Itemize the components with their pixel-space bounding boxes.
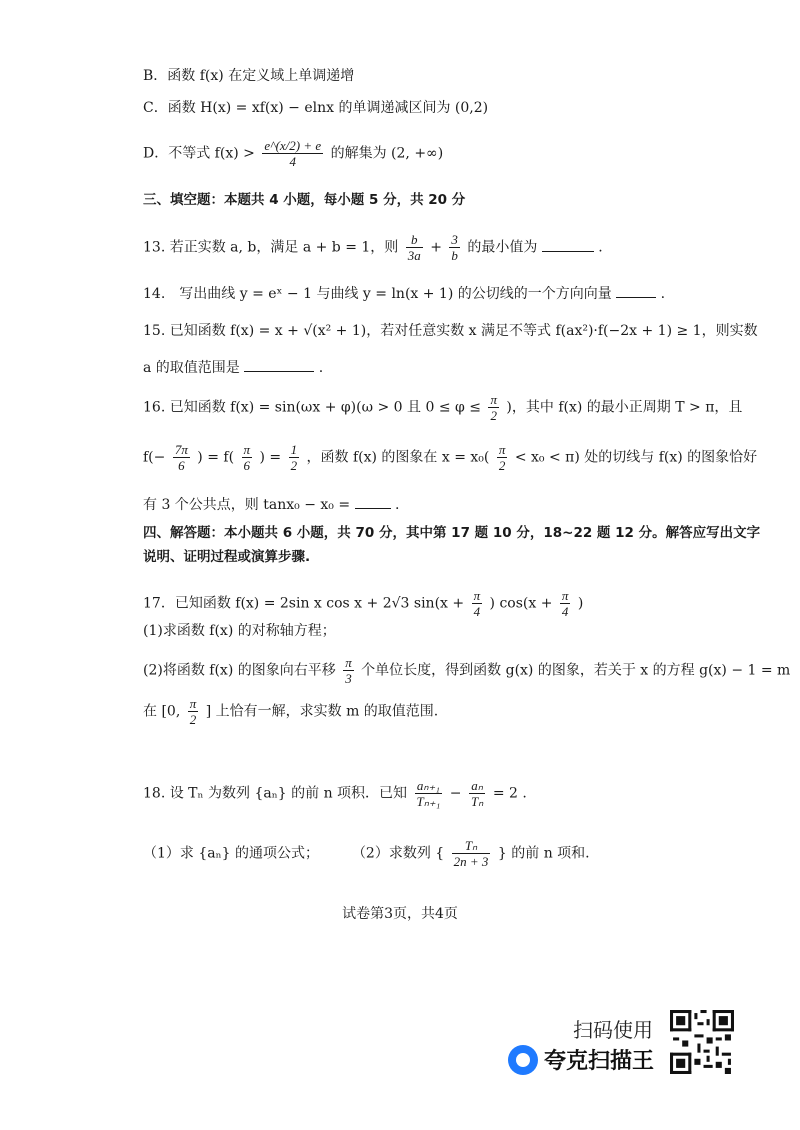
- q16-frac-d: [497, 442, 508, 473]
- q16-l3-text: 有 3 个公共点，则 tanx₀ − x₀ =: [143, 497, 351, 513]
- option-c: C．函数 H(x) = xf(x) − elnx 的单调递减区间为 (0,2): [143, 100, 489, 116]
- q17-pi4b-den: 4: [561, 604, 569, 619]
- q15-line2-text: a 的取值范围是: [143, 360, 240, 376]
- q16-frac-c: [289, 442, 300, 473]
- q18-f3-den: 2n + 3: [453, 854, 489, 869]
- question-18-parts: [143, 838, 590, 869]
- q18-f2-den: Tₙ: [470, 794, 484, 809]
- q13-f2-den: b: [451, 248, 458, 263]
- q17-pi2-den: 2: [189, 712, 197, 727]
- q17-pi3-num: π: [345, 655, 352, 670]
- q16-end: .: [394, 497, 400, 513]
- q13-f1-num: b: [406, 232, 423, 248]
- q14-end: .: [660, 286, 666, 302]
- q16-l2-c: ) =: [259, 449, 282, 466]
- q13-answer-blank[interactable]: [542, 237, 594, 252]
- q16-l1-suffix: )，其中 f(x) 的最小正周期 T > π，且: [506, 399, 743, 416]
- option-d-fraction: [262, 138, 323, 169]
- q16-fb-num: π: [243, 442, 251, 457]
- q17-p2l2-suffix: ] 上恰有一解，求实数 m 的取值范围.: [205, 703, 439, 720]
- q17-pi4-b: [560, 588, 571, 619]
- q18-f1-num: aₙ₊₁: [415, 778, 443, 794]
- q16-answer-blank[interactable]: [355, 494, 391, 509]
- q18-frac-3: [452, 838, 491, 869]
- q17-pi2: [188, 696, 199, 727]
- q17-pi2-num: π: [189, 696, 197, 711]
- question-15-line-1: 15. 已知函数 f(x) = x + √(x² + 1)，若对任意实数 x 满足不等式 f(ax²)·f(−2x + 1) ≥ 1，则实数: [143, 323, 758, 339]
- option-d-prefix: D．不等式 f(x) >: [143, 145, 255, 162]
- q17-l1-end: ): [577, 595, 584, 612]
- q16-fc-den: 2: [290, 458, 298, 473]
- section-answer-heading-line-2: 说明、证明过程或演算步骤.: [143, 549, 311, 565]
- q16-l2-a: f(−: [143, 449, 166, 466]
- q16-l1-prefix: 16. 已知函数 f(x) = sin(ωx + φ)(ω > 0 且 0 ≤ φ ≤: [143, 399, 481, 416]
- q16-fb-den: 6: [243, 458, 250, 473]
- q13-suffix: 的最小值为: [467, 239, 538, 256]
- section-fill-in-heading: 三、填空题：本题共 4 小题，每小题 5 分，共 20 分: [143, 192, 466, 208]
- q17-pi4a-den: 4: [473, 604, 481, 619]
- question-14: [143, 283, 665, 304]
- q17-pi4a-num: π: [473, 588, 481, 603]
- q17-pi3: [343, 655, 354, 686]
- q16-fa-num: 7π: [174, 442, 188, 457]
- q18-p2-prefix: （2）求数列 {: [351, 845, 445, 862]
- q16-l2-e: < x₀ < π) 处的切线与 f(x) 的图象恰好: [514, 449, 758, 466]
- scan-label: 扫码使用: [573, 1018, 653, 1042]
- brand-logo-icon: [508, 1045, 538, 1075]
- q16-fc-num: 1: [290, 442, 298, 457]
- q17-pi4-a: [472, 588, 483, 619]
- q17-l1-prefix: 17．已知函数 f(x) = 2sin x cos x + 2√3 sin(x +: [143, 595, 465, 612]
- option-b: B．函数 f(x) 在定义域上单调递增: [143, 68, 355, 84]
- option-d-numerator: e^(x/2) + e: [264, 138, 322, 153]
- question-13: [143, 232, 603, 263]
- q13-f1-den: 3a: [407, 248, 421, 263]
- qr-code-icon[interactable]: [670, 1010, 734, 1074]
- option-d-suffix: 的解集为 (2, +∞): [330, 145, 444, 162]
- question-17-part-1: (1)求函数 f(x) 的对称轴方程；: [143, 623, 336, 639]
- q14-answer-blank[interactable]: [616, 283, 656, 298]
- q18-l1-prefix: 18. 设 Tₙ 为数列 {aₙ} 的前 n 项积．已知: [143, 785, 408, 802]
- q13-fraction-2: [449, 232, 460, 263]
- q14-text: 14. 写出曲线 y = eˣ − 1 与曲线 y = ln(x + 1) 的公切线的一个方向向量: [143, 286, 612, 302]
- q18-f2-num: aₙ: [469, 778, 485, 794]
- q13-end: .: [598, 239, 603, 256]
- question-17-part-2-line-1: [143, 655, 790, 686]
- q16-frac-b: [242, 442, 253, 473]
- q18-f1-den: Tₙ₊₁: [416, 794, 441, 809]
- q18-frac-1: [415, 778, 443, 809]
- q13-prefix: 13. 若正实数 a, b，满足 a + b = 1，则: [143, 239, 399, 256]
- q17-l1-mid: ) cos(x +: [489, 595, 553, 612]
- q16-l2-d: ，函数 f(x) 的图象在 x = x₀(: [306, 449, 490, 466]
- q17-p2-prefix: (2)将函数 f(x) 的图象向右平移: [143, 662, 336, 679]
- brand-watermark: [508, 1044, 654, 1075]
- q16-pi-num: π: [490, 392, 497, 407]
- question-15-line-2: [143, 357, 323, 378]
- q17-pi4b-num: π: [561, 588, 569, 603]
- q18-part1: （1）求 {aₙ} 的通项公式；: [143, 845, 320, 862]
- option-d-denominator: 4: [289, 154, 296, 169]
- question-16-line-2: [143, 442, 757, 473]
- question-18-line-1: [143, 778, 527, 809]
- q15-answer-blank[interactable]: [244, 357, 314, 372]
- page-footer: 试卷第3页，共4页: [342, 906, 458, 922]
- q13-plus: +: [430, 239, 442, 256]
- section-answer-heading-line-1: 四、解答题：本小题共 6 小题，共 70 分，其中第 17 题 10 分，18~22 题 12 分。解答应写出文字: [143, 525, 761, 541]
- q16-pi-den: 2: [490, 408, 497, 423]
- question-16-line-3: [143, 494, 399, 515]
- q17-pi3-den: 3: [345, 671, 352, 686]
- q18-frac-2: [469, 778, 485, 809]
- q18-p2-suffix: } 的前 n 项和.: [497, 845, 590, 862]
- q16-fd-num: π: [498, 442, 506, 457]
- q16-fd-den: 2: [498, 458, 506, 473]
- q13-fraction-1: [406, 232, 423, 263]
- question-16-line-1: [143, 392, 742, 423]
- q16-frac-a: [173, 442, 190, 473]
- q18-f3-num: Tₙ: [452, 838, 491, 854]
- q16-pi-half: [488, 392, 499, 423]
- question-17-part-2-line-2: [143, 696, 438, 727]
- q16-l2-b: ) = f(: [197, 449, 235, 466]
- q13-f2-num: 3: [451, 232, 458, 247]
- question-17-line-1: [143, 588, 583, 619]
- q18-minus: −: [449, 785, 462, 802]
- q18-l1-suffix: = 2 .: [492, 785, 527, 802]
- q17-p2-suffix: 个单位长度，得到函数 g(x) 的图象，若关于 x 的方程 g(x) − 1 = m: [361, 662, 791, 679]
- q15-end: .: [318, 360, 324, 376]
- q17-p2l2-prefix: 在 [0,: [143, 703, 181, 720]
- option-d: [143, 138, 443, 169]
- brand-name: 夸克扫描王: [544, 1049, 655, 1074]
- q16-fa-den: 6: [178, 458, 185, 473]
